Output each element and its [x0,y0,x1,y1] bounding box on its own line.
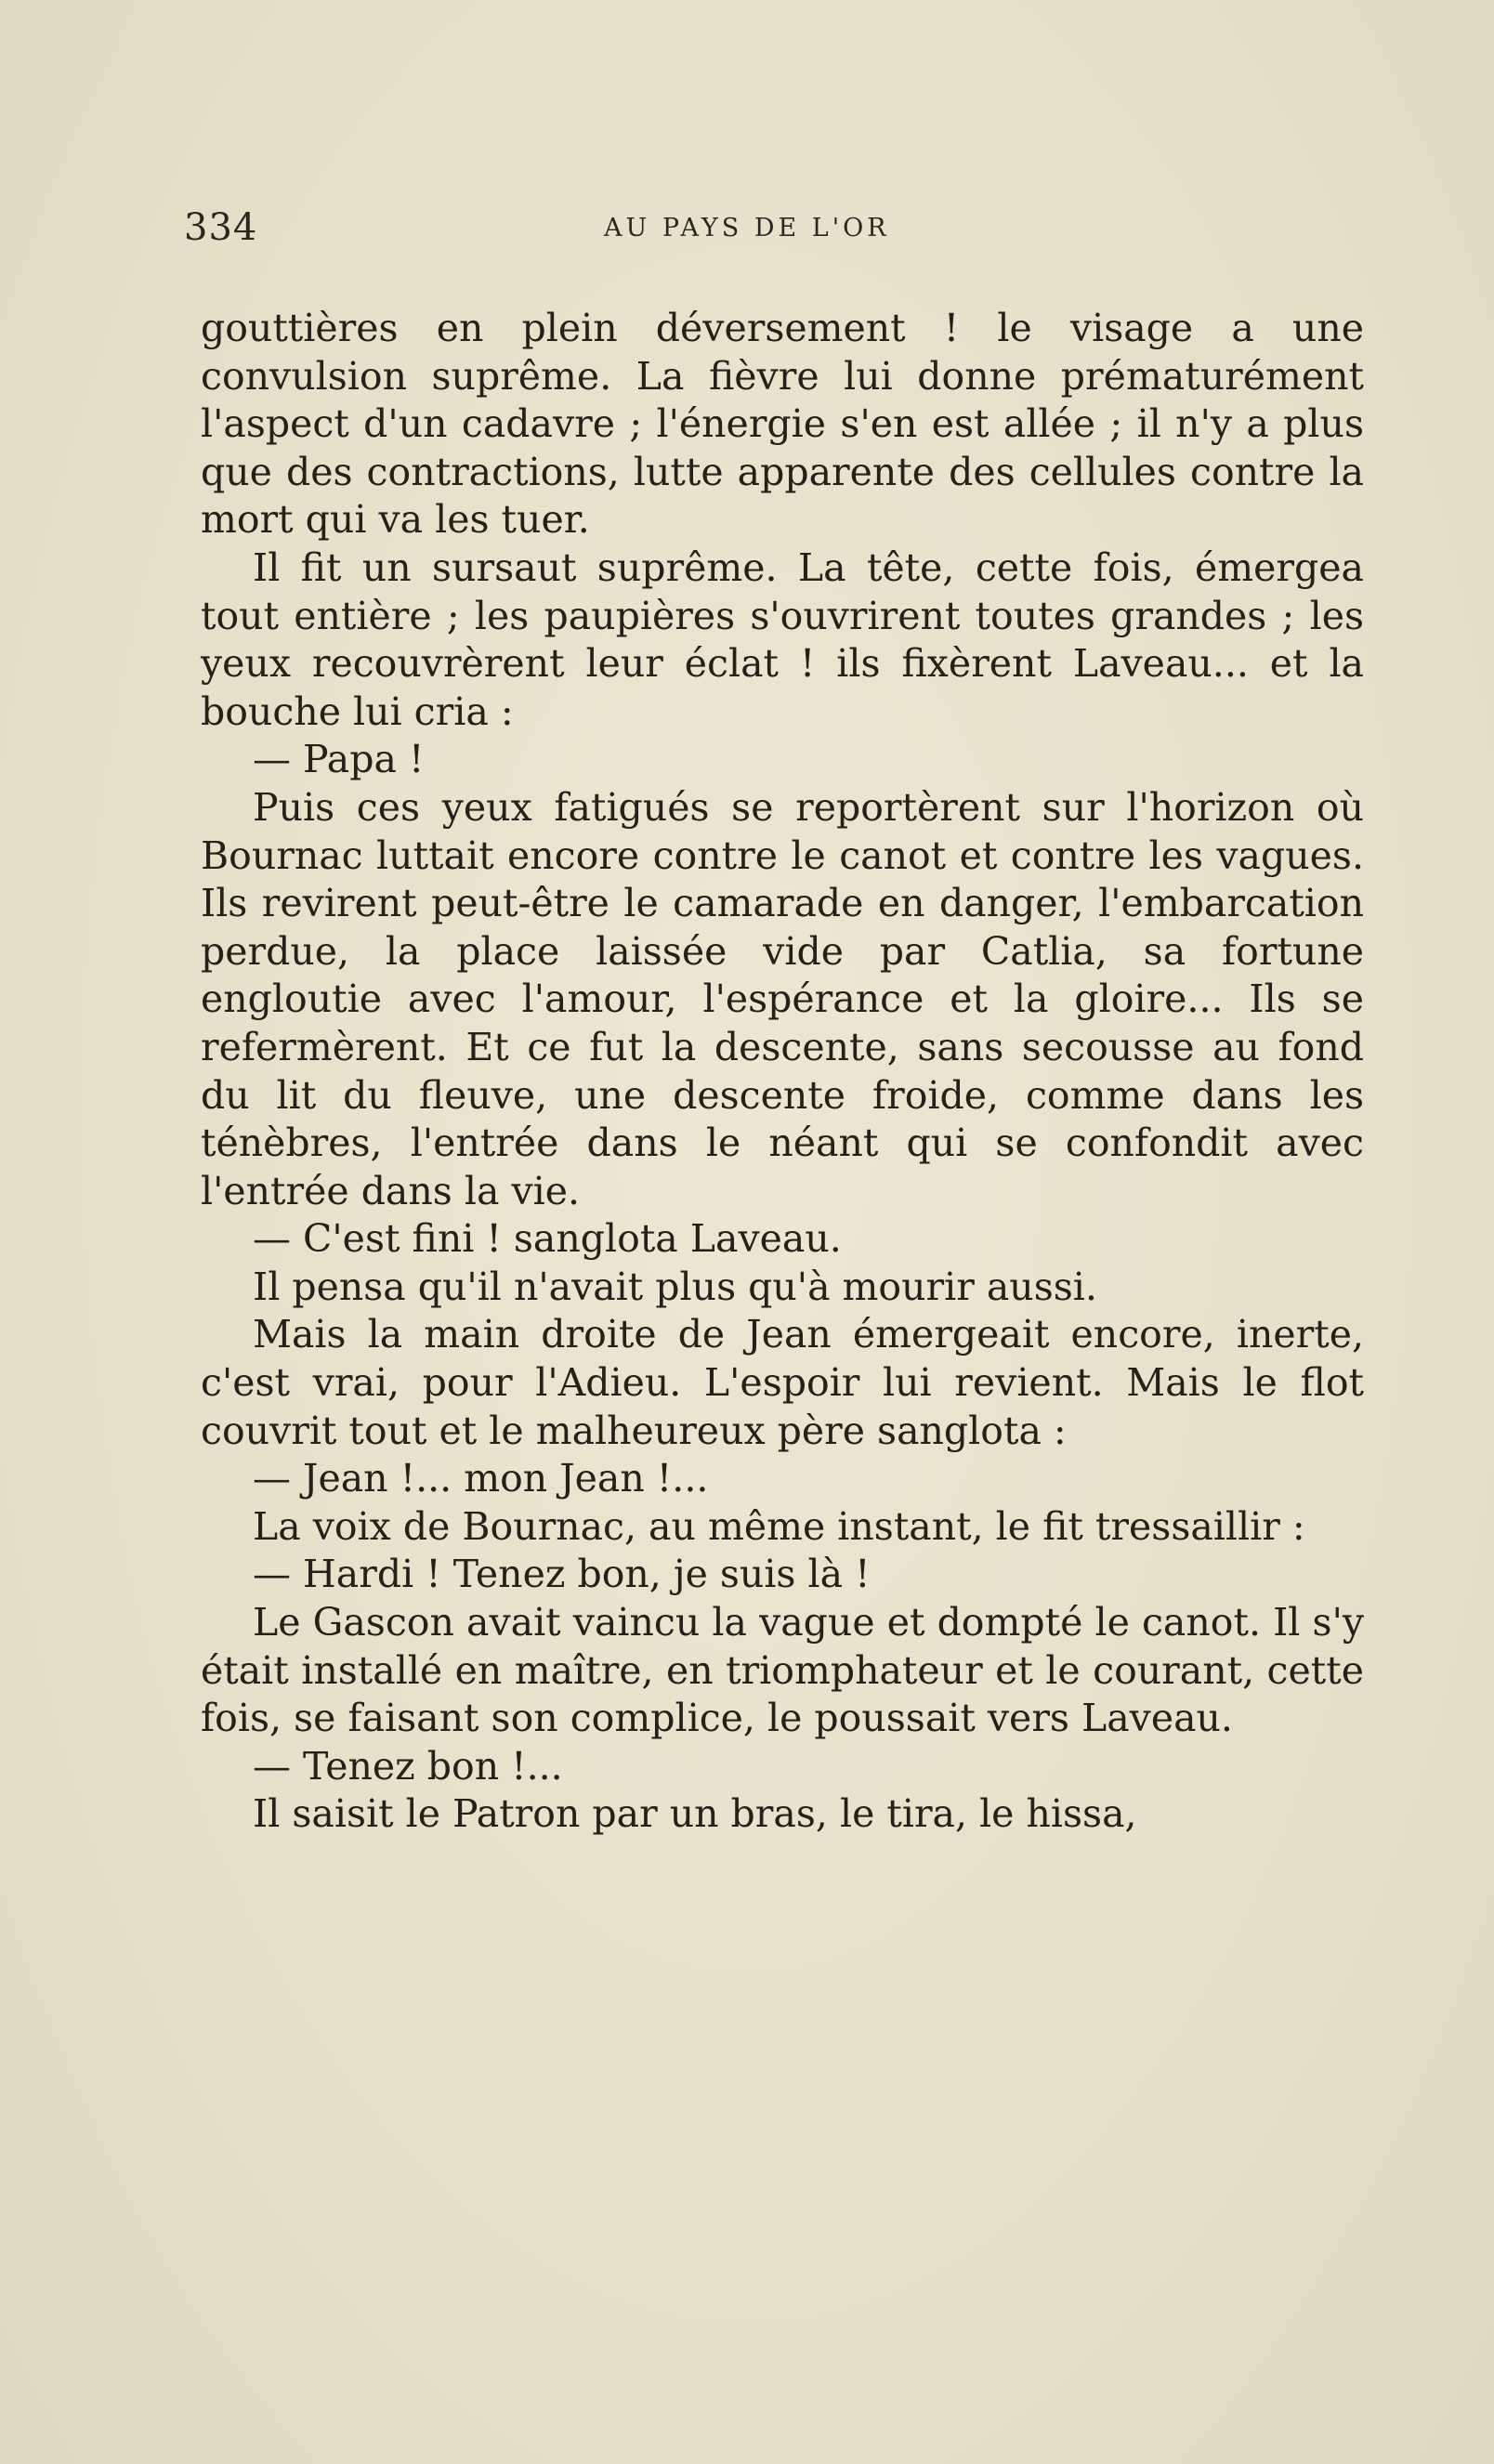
page-number: 334 [184,206,258,249]
paragraph: La voix de Bournac, au même instant, le fit tressaillir : [253,1503,1305,1549]
paragraph: Il saisit le Patron par un bras, le tira, le hissa, [253,1791,1137,1837]
paragraph: gouttières en plein déversement ! le visage a une convulsion suprême. La fièvre lui donne prématurément l'aspect d'un cadavre ; l'énergie s'en est allée ; il n'y a plus que des contractions, lutte apparente des cellules contre la mort qui va les tuer. [201,306,1364,543]
paragraph: Il fit un sursaut suprême. La tête, cette fois, émergea tout entière ; les paupières s'ouvrirent toutes grandes ; les yeux recouvrèrent leur éclat ! ils fixèrent Laveau... et la bouche lui cria : [201,544,1364,734]
dialogue-line: — Hardi ! Tenez bon, je suis là ! [253,1552,871,1597]
paragraph: Il pensa qu'il n'avait plus qu'à mourir aussi. [253,1264,1097,1309]
page-header [184,206,1364,262]
paragraph: Mais la main droite de Jean émergeait encore, inerte, c'est vrai, pour l'Adieu. L'espoir lui revient. Mais le flot couvrit tout et le malheureux père sanglota : [201,1312,1364,1453]
body-text [201,305,1364,1839]
running-head: AU PAYS DE L'OR [604,214,890,242]
dialogue-line: — C'est fini ! sanglota Laveau. [253,1216,842,1262]
paragraph: Le Gascon avait vaincu la vague et dompté le canot. Il s'y était installé en maître, en triomphateur et le courant, cette fois, se faisant son complice, le poussait vers Laveau. [201,1600,1364,1741]
dialogue-line: — Papa ! [253,737,425,782]
dialogue-line: — Jean !... mon Jean !... [253,1456,709,1501]
dialogue-line: — Tenez bon !... [253,1743,563,1789]
paragraph: Puis ces yeux fatigués se reportèrent sur l'horizon où Bournac luttait encore contre le canot et contre les vagues. Ils revirent peut-être le camarade en danger, l'embarcation perdue, la place laissée vide par Catlia, sa fortune engloutie avec l'amour, l'espérance et la gloire... Ils se refermèrent. Et ce fut la descente, sans secousse au fond du lit du fleuve, une descente froide, comme dans les ténèbres, l'entrée dans le néant qui se confondit avec l'entrée dans la vie. [201,784,1364,1213]
